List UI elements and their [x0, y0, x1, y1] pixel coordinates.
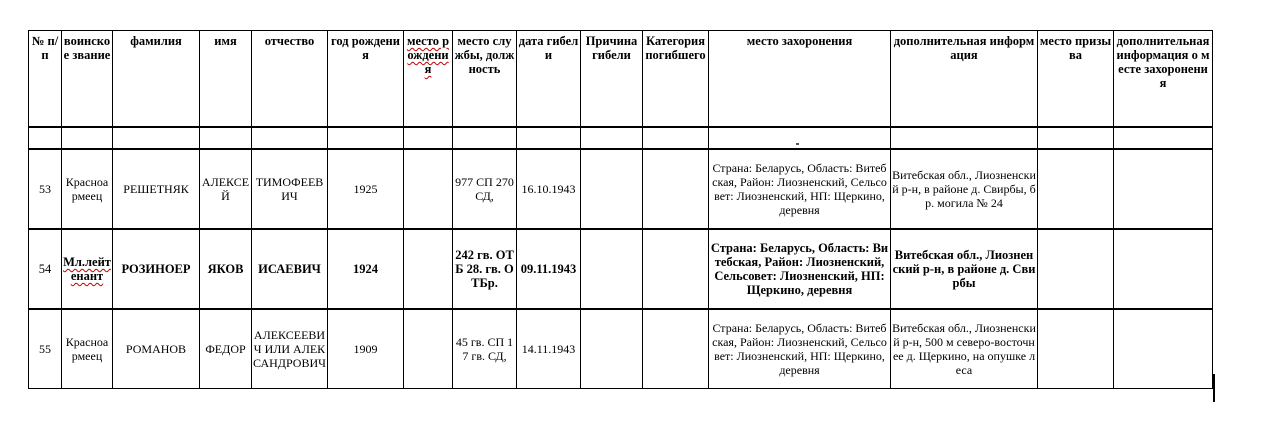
cell-birth-place [404, 229, 453, 309]
cell-service: 45 гв. СП 17 гв. СД, [453, 309, 517, 389]
cell-patronymic: ИСАЕВИЧ [252, 229, 328, 309]
header-birth-place: место рождения [404, 31, 453, 128]
spacer-cell [404, 127, 453, 149]
spacer-cell [1038, 127, 1114, 149]
spacer-cell [709, 127, 891, 149]
cell-burial-extra [1114, 149, 1213, 229]
header-rank: воинское звание [62, 31, 113, 128]
cell-category [643, 229, 709, 309]
spacer-cell [62, 127, 113, 149]
cell-extra-info: Витебская обл., Лиозненский р-н, 500 м северо-восточнее д. Щеркино, на опушке леса [891, 309, 1038, 389]
cell-service: 977 СП 270 СД, [453, 149, 517, 229]
spacer-cell [113, 127, 200, 149]
cell-num: 54 [29, 229, 62, 309]
cell-birth-place [404, 309, 453, 389]
cell-draft-place [1038, 309, 1114, 389]
header-birth-year: год рождения [328, 31, 404, 128]
cell-extra-info: Витебская обл., Лиозненский р-н, в районе д. Свирбы [891, 229, 1038, 309]
spacer-cell [200, 127, 252, 149]
cell-death-date: 14.11.1943 [517, 309, 581, 389]
header-death-date: дата гибели [517, 31, 581, 128]
spacer-cell [1114, 127, 1213, 149]
cell-rank: Красноармеец [62, 149, 113, 229]
header-service: место службы, должность [453, 31, 517, 128]
cell-death-cause [581, 149, 643, 229]
spacer-cell [29, 127, 62, 149]
header-burial-place: место захоронения [709, 31, 891, 128]
cell-birth-year: 1924 [328, 229, 404, 309]
cell-extra-info: Витебская обл., Лиозненский р-н, в районе д. Свирбы, бр. могила № 24 [891, 149, 1038, 229]
cell-burial-extra [1114, 229, 1213, 309]
cell-death-cause [581, 229, 643, 309]
cell-name: ЯКОВ [200, 229, 252, 309]
cell-surname: РЕШЕТНЯК [113, 149, 200, 229]
cell-surname: РОМАНОВ [113, 309, 200, 389]
cell-burial-extra [1114, 309, 1213, 389]
cell-birth-year: 1925 [328, 149, 404, 229]
cell-burial-place: Страна: Беларусь, Область: Витебская, Район: Лиозненский, Сельсовет: Лиозненский, НП: Щеркино, деревня [709, 309, 891, 389]
table-row [29, 229, 1213, 309]
header-extra-info: дополнительная информация [891, 31, 1038, 128]
spacer-cell [517, 127, 581, 149]
cell-burial-place: Страна: Беларусь, Область: Витебская, Район: Лиозненский, Сельсовет: Лиозненский, НП: Щеркино, деревня [709, 229, 891, 309]
spacer-cell [328, 127, 404, 149]
header-row [29, 31, 1213, 128]
cell-category [643, 309, 709, 389]
header-draft-place: место призыва [1038, 31, 1114, 128]
cell-name: АЛЕКСЕЙ [200, 149, 252, 229]
header-death-cause: Причина гибели [581, 31, 643, 128]
cell-birth-year: 1909 [328, 309, 404, 389]
table-row [29, 309, 1213, 389]
stray-mark [796, 143, 799, 145]
spacer-cell [643, 127, 709, 149]
spacer-row [29, 127, 1213, 149]
cell-name: ФЕДОР [200, 309, 252, 389]
cell-burial-place: Страна: Беларусь, Область: Витебская, Район: Лиозненский, Сельсовет: Лиозненский, НП: Щеркино, деревня [709, 149, 891, 229]
cell-num: 55 [29, 309, 62, 389]
cell-surname: РОЗИНОЕР [113, 229, 200, 309]
header-num: № п/п [29, 31, 62, 128]
cell-draft-place [1038, 229, 1114, 309]
cell-rank: Красноармеец [62, 309, 113, 389]
header-surname: фамилия [113, 31, 200, 128]
cell-service: 242 гв. ОТБ 28. гв. ОТБр. [453, 229, 517, 309]
spacer-cell [453, 127, 517, 149]
header-name: имя [200, 31, 252, 128]
burial-records-table [28, 30, 1213, 389]
text-cursor [1213, 374, 1215, 402]
spacer-cell [891, 127, 1038, 149]
table-row [29, 149, 1213, 229]
spacer-cell [581, 127, 643, 149]
header-patronymic: отчество [252, 31, 328, 128]
cell-patronymic: ТИМОФЕЕВИЧ [252, 149, 328, 229]
header-burial-extra: дополнительная информация о месте захоронения [1114, 31, 1213, 128]
cell-death-cause [581, 309, 643, 389]
cell-rank: Мл.лейтенант [62, 229, 113, 309]
cell-death-date: 16.10.1943 [517, 149, 581, 229]
header-category: Категория погибшего [643, 31, 709, 128]
cell-category [643, 149, 709, 229]
cell-patronymic: АЛЕКСЕЕВИЧ ИЛИ АЛЕКСАНДРОВИЧ [252, 309, 328, 389]
spacer-cell [252, 127, 328, 149]
cell-num: 53 [29, 149, 62, 229]
cell-birth-place [404, 149, 453, 229]
cell-death-date: 09.11.1943 [517, 229, 581, 309]
cell-draft-place [1038, 149, 1114, 229]
